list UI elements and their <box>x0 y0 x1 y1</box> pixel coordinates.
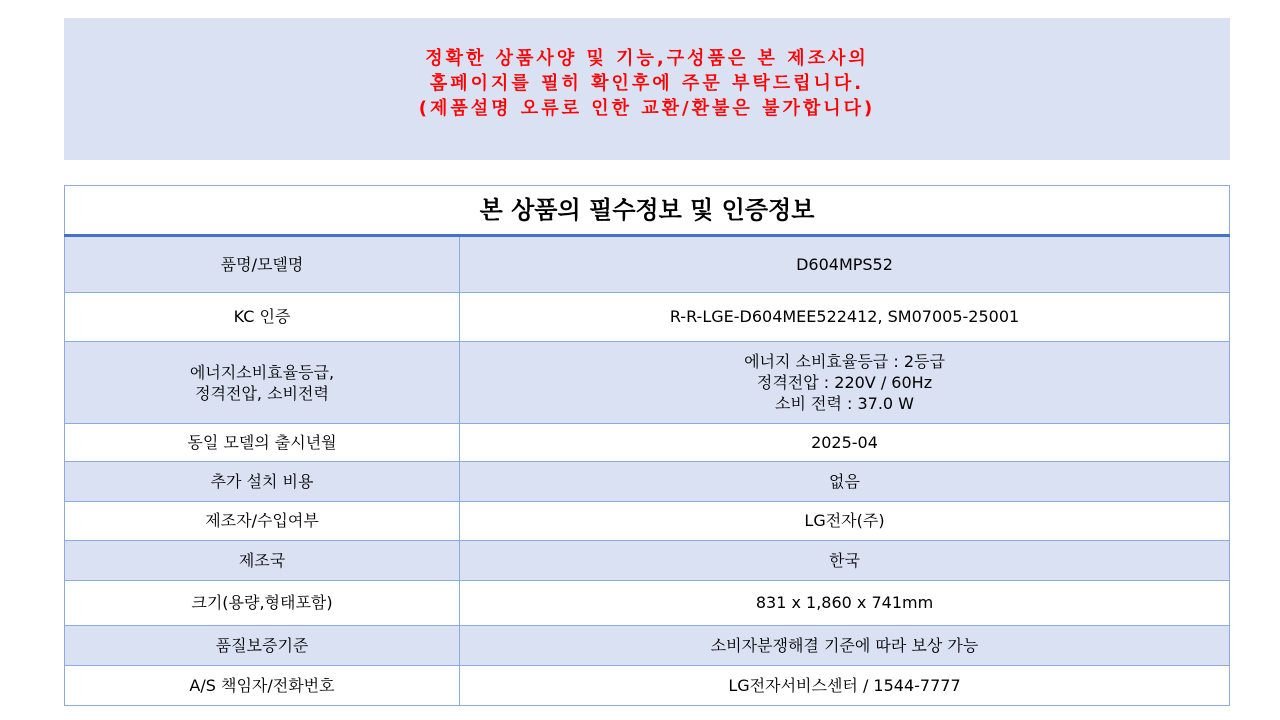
row-label-energy-line-2: 정격전압, 소비전력 <box>195 383 329 403</box>
row-value-model-name: D604MPS52 <box>460 236 1230 293</box>
table-title: 본 상품의 필수정보 및 인증정보 <box>65 186 1230 236</box>
table-row <box>65 581 1230 626</box>
row-label-dimensions: 크기(용량,형태포함) <box>65 581 460 626</box>
table-row <box>65 424 1230 462</box>
row-label-model-name: 품명/모델명 <box>65 236 460 293</box>
row-value-manufacturer: LG전자(주) <box>460 502 1230 541</box>
table-row <box>65 236 1230 293</box>
row-value-dimensions: 831 x 1,860 x 741mm <box>460 581 1230 626</box>
row-value-release-date: 2025-04 <box>460 424 1230 462</box>
row-value-kc-certification: R-R-LGE-D604MEE522412, SM07005-25001 <box>460 293 1230 342</box>
product-info-table <box>64 185 1230 706</box>
row-value-energy-line-1: 에너지 소비효율등급 : 2등급 <box>744 352 945 371</box>
table-row <box>65 541 1230 581</box>
row-label-country: 제조국 <box>65 541 460 581</box>
row-label-energy-line-1: 에너지소비효율등급, <box>189 362 335 382</box>
table-row <box>65 293 1230 342</box>
row-value-energy-rating <box>460 342 1230 424</box>
row-label-kc-certification: KC 인증 <box>65 293 460 342</box>
purchase-notice-box <box>64 18 1230 160</box>
row-label-manufacturer: 제조자/수입여부 <box>65 502 460 541</box>
row-label-service-contact: A/S 책임자/전화번호 <box>65 666 460 706</box>
row-label-energy-rating <box>65 342 460 424</box>
notice-line-3: (제품설명 오류로 인한 교환/환불은 불가합니다) <box>418 98 876 119</box>
table-title-row <box>65 186 1230 236</box>
table-row <box>65 626 1230 666</box>
row-value-energy-line-3: 소비 전력 : 37.0 W <box>774 394 914 413</box>
notice-line-1: 정확한 상품사양 및 기능,구성품은 본 제조사의 <box>425 48 869 69</box>
row-label-installation-cost: 추가 설치 비용 <box>65 462 460 502</box>
row-label-warranty: 품질보증기준 <box>65 626 460 666</box>
table-row <box>65 502 1230 541</box>
table-row <box>65 342 1230 424</box>
row-value-energy-line-2: 정격전압 : 220V / 60Hz <box>756 373 933 392</box>
table-row <box>65 462 1230 502</box>
row-value-country: 한국 <box>460 541 1230 581</box>
row-label-release-date: 동일 모델의 출시년월 <box>65 424 460 462</box>
row-value-service-contact: LG전자서비스센터 / 1544-7777 <box>460 666 1230 706</box>
row-value-installation-cost: 없음 <box>460 462 1230 502</box>
row-value-warranty: 소비자분쟁해결 기준에 따라 보상 가능 <box>460 626 1230 666</box>
table-row <box>65 666 1230 706</box>
notice-line-2: 홈페이지를 필히 확인후에 주문 부탁드립니다. <box>429 73 865 94</box>
